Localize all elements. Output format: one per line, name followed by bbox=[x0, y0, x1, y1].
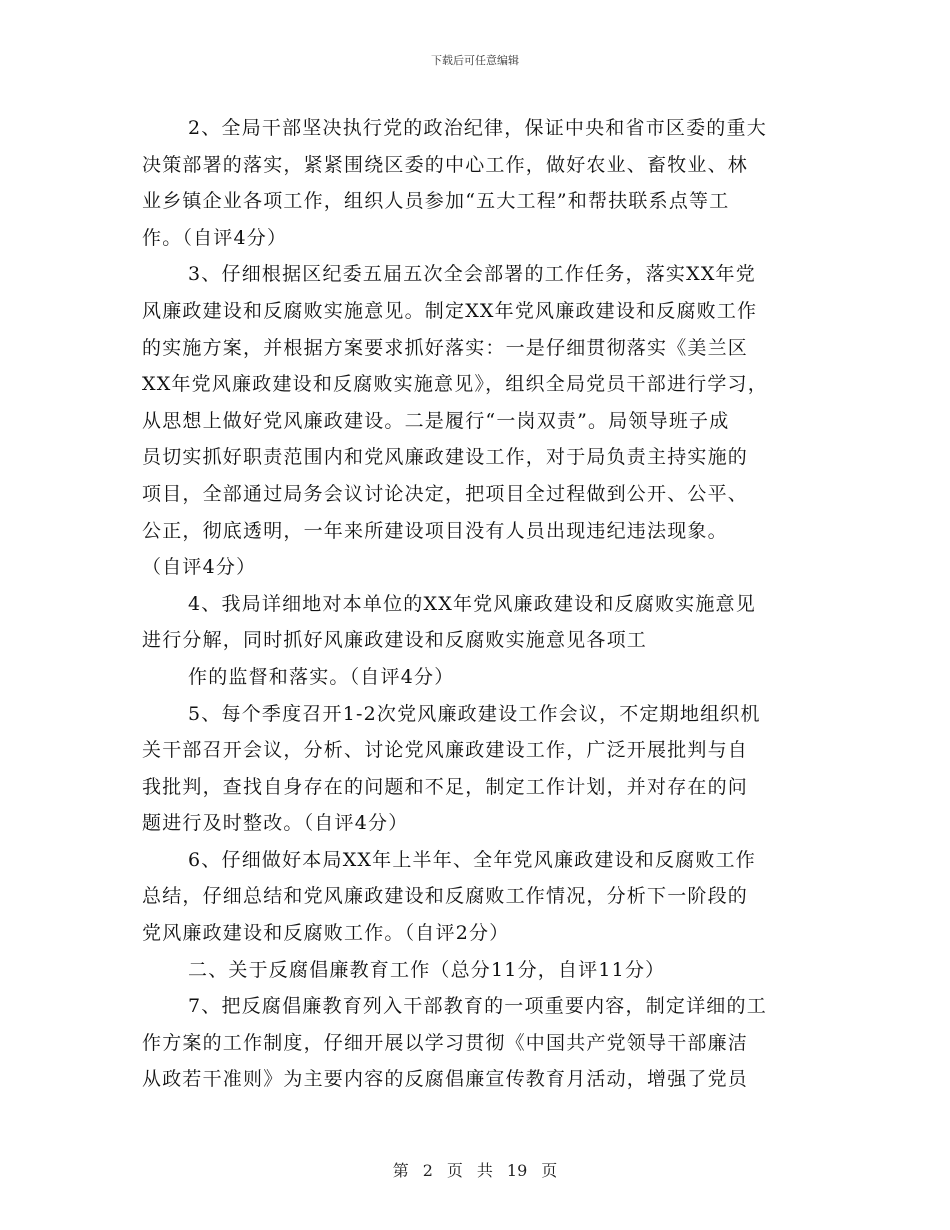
text-line: 公正，彻底透明，一年来所建设项目没有人员出现违纪违法现象。 bbox=[142, 519, 728, 542]
text-line: 总结，仔细总结和党风廉政建设和反腐败工作情况，分析下一阶段的 bbox=[142, 885, 749, 908]
text-line: 从思想上做好党风廉政建设。二是履行“一岗双责”。局领导班子成 bbox=[142, 409, 730, 432]
text-line: 风廉政建设和反腐败实施意见。制定XX年党风廉政建设和反腐败工作 bbox=[142, 299, 758, 322]
footer-label-mid: 页 bbox=[446, 1161, 463, 1180]
text-line: 题进行及时整改。（自评4分） bbox=[142, 812, 409, 835]
document-body bbox=[142, 110, 812, 1098]
total-pages: 19 bbox=[506, 1161, 528, 1180]
text-line: 2、全局干部坚决执行党的政治纪律，保证中央和省市区委的重大 bbox=[188, 117, 767, 139]
text-line: 作。（自评4分） bbox=[142, 226, 288, 249]
page-header: 下载后可任意编辑 bbox=[431, 54, 519, 67]
text-line: 决策部署的落实，紧紧围绕区委的中心工作，做好农业、畜牧业、林 bbox=[142, 153, 749, 176]
footer-label-prefix: 第 bbox=[392, 1161, 409, 1180]
text-line: 4、我局详细地对本单位的XX年党风廉政建设和反腐败实施意见 bbox=[188, 592, 756, 615]
text-line: 3、仔细根据区纪委五届五次全会部署的工作任务，落实XX年党 bbox=[188, 263, 756, 286]
text-line: 的实施方案，并根据方案要求抓好落实：一是仔细贯彻落实《美兰区 bbox=[142, 336, 749, 359]
page-number: 2 bbox=[422, 1161, 433, 1180]
text-line: 7、把反腐倡廉教育列入干部教育的一项重要内容，制定详细的工 bbox=[188, 995, 767, 1018]
text-line: 员切实抓好职责范围内和党风廉政建设工作，对于局负责主持实施的 bbox=[142, 446, 749, 469]
text-line: 作方案的工作制度，仔细开展以学习贯彻《中国共产党领导干部廉洁 bbox=[142, 1031, 749, 1054]
text-line: 6、仔细做好本局XX年上半年、全年党风廉政建设和反腐败工作 bbox=[188, 848, 756, 871]
text-line: 进行分解，同时抓好风廉政建设和反腐败实施意见各项工 bbox=[142, 629, 648, 652]
text-line: （自评4分） bbox=[142, 556, 257, 579]
footer-label-suffix: 页 bbox=[541, 1161, 558, 1180]
text-line: 从政若干准则》为主要内容的反腐倡廉宣传教育月活动，增强了党员 bbox=[142, 1068, 749, 1091]
text-line: XX年党风廉政建设和反腐败实施意见》，组织全局党员干部进行学习， bbox=[142, 373, 768, 396]
text-line: 业乡镇企业各项工作，组织人员参加“五大工程”和帮扶联系点等工 bbox=[142, 190, 730, 213]
text-line: 作的监督和落实。（自评4分） bbox=[188, 665, 455, 688]
section-heading: 二、关于反腐倡廉教育工作（总分11分，自评11分） bbox=[188, 958, 666, 981]
page-footer bbox=[0, 1158, 950, 1181]
footer-label-total: 共 bbox=[476, 1161, 493, 1180]
text-line: 我批判，查找自身存在的问题和不足，制定工作计划，并对存在的问 bbox=[142, 775, 749, 798]
text-line: 项目，全部通过局务会议讨论决定，把项目全过程做到公开、公平、 bbox=[142, 482, 749, 505]
text-line: 关干部召开会议，分析、讨论党风廉政建设工作，广泛开展批判与自 bbox=[142, 739, 749, 762]
text-line: 5、每个季度召开1-2次党风廉政建设工作会议，不定期地组织机 bbox=[188, 702, 761, 725]
text-line: 党风廉政建设和反腐败工作。（自评2分） bbox=[142, 922, 510, 945]
